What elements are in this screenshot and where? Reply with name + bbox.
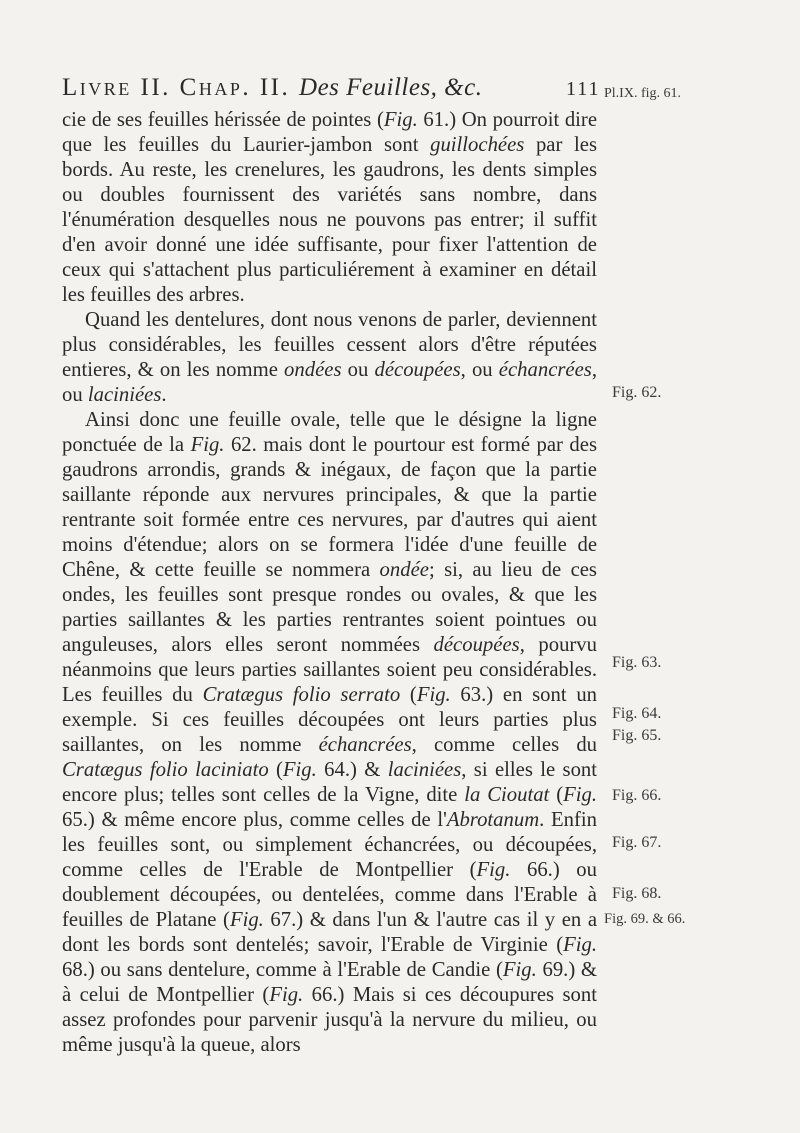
term: ondée [379,559,429,581]
species-name: Cratægus folio serrato [202,684,401,706]
term: ondées [284,359,342,381]
margin-note-fig-65: Fig. 65. [612,727,662,744]
fig-ref: Fig. [563,934,597,956]
margin-note-fig-62: Fig. 62. [612,384,662,401]
fig-ref: Fig. [229,909,264,931]
margin-note-fig-68: Fig. 68. [612,885,662,902]
fig-ref: Fig. [563,784,598,806]
fig-ref: Fig. [416,684,451,706]
term: découpées [433,634,520,656]
book-label: Livre II. [62,74,171,101]
body-text [62,108,597,1058]
paragraph-1: cie de ses feuilles hérissée de pointes (Fig. 61.) On pourroit dire que les feuilles du Laurier-jambon sont guillochées par les bords. Au reste, les crenelures, les gaudrons, les dents simples ou doubles fournissent des variétés sans nombre, dans l'énumération desquelles nous ne pouvons pas entrer; il suffit d'en avoir donné une idée suffisante, pour fixer l'attention de ceux qui s'attachent plus particuliérement à examiner en détail les feuilles des arbres. [62,109,598,306]
page-number: 111 [566,78,601,100]
margin-note-plate: Pl.IX. fig. 61. [604,86,681,101]
species-name: la Cioutat [464,784,550,806]
fig-ref: Fig. [282,759,317,781]
paragraph-3: Ainsi donc une feuille ovale, telle que le désigne la ligne ponctuée de la Fig. 62. mais dont le pourtour est formé par des gaudrons arrondis, grands & inégaux, de façon que la partie saillante réponde aux nervures principales, & que la partie rentrante soit formée entre ces nervures, par d'autres qui aient moins d'étendue; alors on se formera l'idée d'une feuille de Chêne, & cette feuille se nommera ondée; si, au lieu de ces ondes, les feuilles sont presque rondes ou ovales, & que les parties saillantes & les parties rentrantes soient pointues ou anguleuses, alors elles seront nommées découpées, pourvu néanmoins que leurs parties saillantes soient peu considérables. Les feuilles du Cratægus folio serrato (Fig. 63.) en sont un exemple. Si ces feuilles découpées ont leurs parties plus saillantes, on les nomme échancrées, comme celles du Cratægus folio laciniato (Fig. 64.) & laciniées, si elles le sont encore plus; telles sont celles de la Vigne, dite la Cioutat (Fig. 65.) & même encore plus, comme celles de l'Abrotanum. Enfin les feuilles sont, ou simplement échancrées, ou découpées, comme celles de l'Erable de Montpellier (Fig. 66.) ou doublement découpées, ou dentelées, comme dans l'Erable à feuilles de Platane (Fig. 67.) & dans l'un & l'autre cas il y en a dont les bords sont dentelés; savoir, l'Erable de Virginie (Fig. 68.) ou sans dentelure, comme à l'Erable de Candie (Fig. 69.) & à celui de Montpellier (Fig. 66.) Mais si ces découpures sont assez profondes pour parvenir jusqu'à la nervure du milieu, ou même jusqu'à la queue, alors [62,409,598,1056]
term: découpées [374,359,461,381]
term: laciniées [87,384,162,406]
species-name: Cratægus folio laciniato [62,759,269,781]
margin-note-fig-69: Fig. 69. & 66. [604,911,686,927]
fig-ref: Fig. [502,959,537,981]
species-name: Abrotanum [446,809,540,831]
term: échancrées [498,359,592,381]
chapter-label: Chap. II. [179,74,291,101]
margin-note-fig-64: Fig. 64. [612,705,662,722]
term: échancrées [318,734,412,756]
fig-ref: Fig. [476,859,511,881]
paragraph-2: Quand les dentelures, dont nous venons de parler, deviennent plus considérables, les feuilles cessent alors d'être réputées entieres, & on les nomme ondées ou découpées, ou échancrées, ou laciniées. [62,309,598,406]
chapter-subject: Des Feuilles, &c. [299,74,483,101]
margin-note-fig-63: Fig. 63. [612,654,662,671]
margin-note-fig-67: Fig. 67. [612,834,662,851]
running-head [62,74,622,102]
fig-ref: Fig. [190,434,225,456]
term: laciniées [387,759,462,781]
fig-ref: Fig. [269,984,304,1006]
margin-note-fig-66: Fig. 66. [612,787,662,804]
term: guillochées [430,134,525,156]
fig-ref: Fig. [383,109,418,131]
